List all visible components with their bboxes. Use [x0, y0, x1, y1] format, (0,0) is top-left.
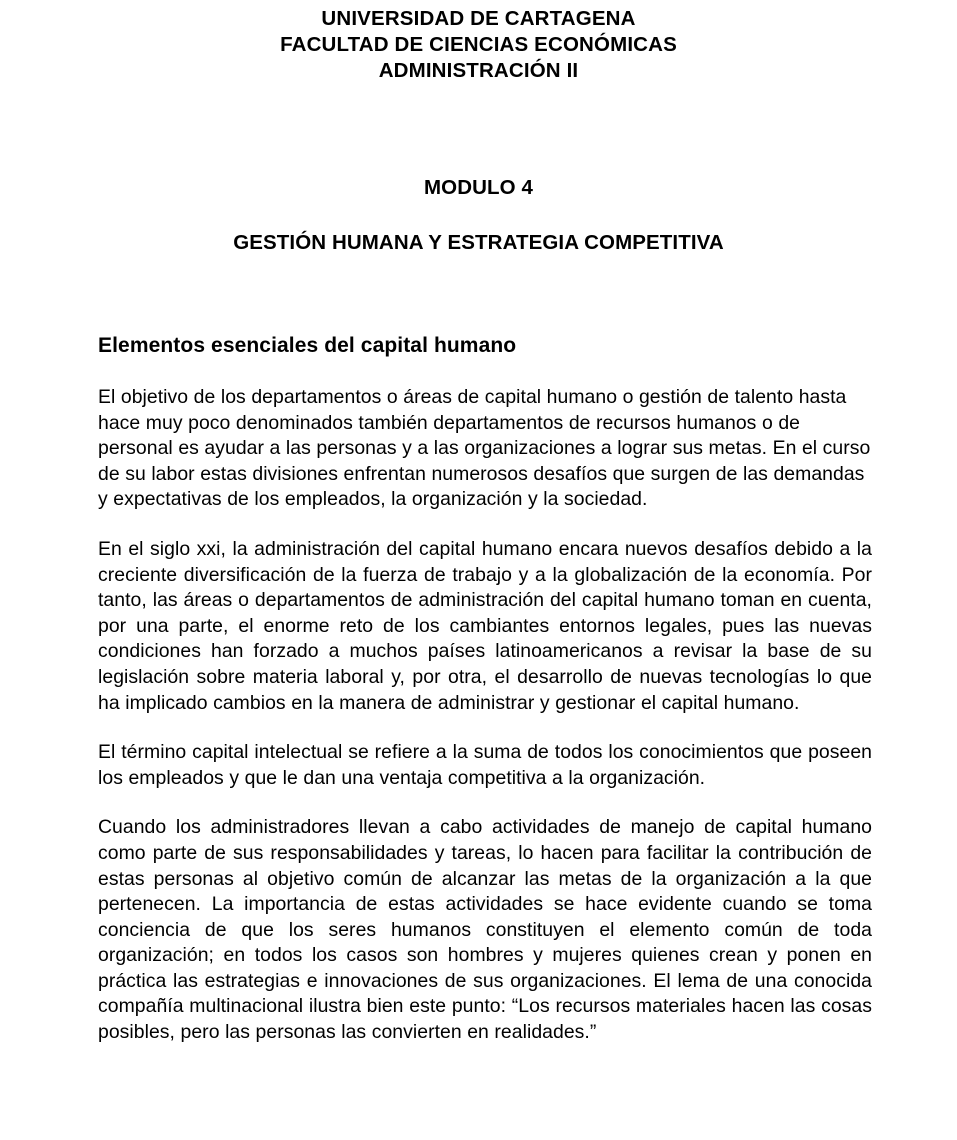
body-paragraph-1: El objetivo de los departamentos o áreas de capital humano o gestión de talento hasta hace muy poco denominados también departamentos de recursos humanos o de personal es ayudar a las personas y a las organizaciones a lograr sus metas. En el curso de su labor estas divisiones enfrentan numerosos desafíos que surgen de las demandas y expectativas de los empleados, la organización y la sociedad. — [98, 386, 871, 511]
institution-name: UNIVERSIDAD DE CARTAGENA — [321, 7, 636, 30]
faculty-name: FACULTAD DE CIENCIAS ECONÓMICAS — [280, 33, 677, 56]
program-name: ADMINISTRACIÓN II — [378, 59, 579, 82]
body-paragraph-3: El término capital intelectual se refiere a la suma de todos los conocimientos que poseen los empleados y que le dan una ventaja competitiva a la organización. — [98, 741, 872, 789]
section-heading: Elementos esenciales del capital humano — [98, 334, 517, 357]
module-title: GESTIÓN HUMANA Y ESTRATEGIA COMPETITIVA — [233, 231, 724, 254]
body-paragraph-4: Cuando los administradores llevan a cabo actividades de manejo de capital humano como parte de sus responsabilidades y tareas, lo hacen para facilitar la contribución de estas personas al objetivo común de alcanzar las metas de la organización a la que pertenecen. La importancia de estas actividades se hace evidente cuando se toma conciencia de que los seres humanos constituyen el elemento común de toda organización; en todos los casos son hombres y mujeres quienes crean y ponen en práctica las estrategias e innovaciones de sus organizaciones. El lema de una conocida compañía multinacional ilustra bien este punto: “Los recursos materiales hacen las cosas posibles, pero las personas las convierten en realidades.” — [98, 816, 872, 1044]
module-number: MODULO 4 — [424, 176, 533, 199]
module-title-block — [0, 175, 957, 256]
body-paragraph-2: En el siglo xxi, la administración del capital humano encara nuevos desafíos debido a la creciente diversificación de la fuerza de trabajo y a la globalización de la economía. Por tanto, las áreas o departamentos de administración del capital humano toman en cuenta, por una parte, el enorme reto de los cambiantes entornos legales, pues las nuevas condiciones han forzado a muchos países latinoamericanos a revisar la base de su legislación sobre materia laboral y, por otra, el desarrollo de nuevas tecnologías lo que ha implicado cambios en la manera de administrar y gestionar el capital humano. — [98, 537, 872, 714]
document-body — [98, 333, 872, 1046]
institution-header — [0, 6, 957, 84]
